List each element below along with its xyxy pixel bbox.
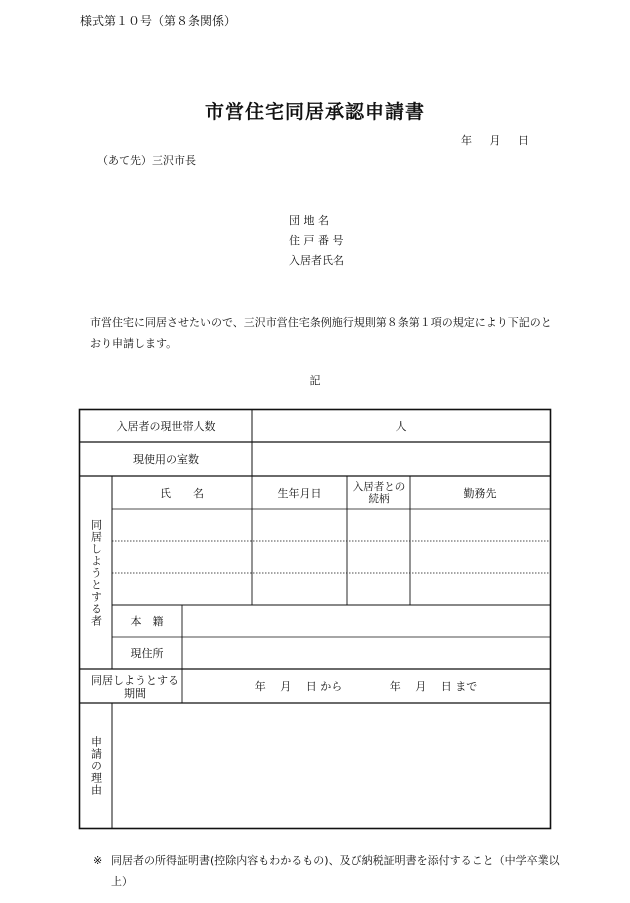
document-title: 市営住宅同居承認申請書 <box>204 101 425 123</box>
honseki-label: 本 籍 <box>130 615 164 628</box>
relationship-header: 入居者との続柄 <box>352 481 406 505</box>
reason-field[interactable] <box>112 704 550 828</box>
note-mark: ※ <box>93 854 103 867</box>
date-line: 年 月 日 <box>461 134 529 147</box>
rooms-label: 現使用の室数 <box>133 453 199 466</box>
household-count-label: 入居者の現世帯人数 <box>116 419 216 433</box>
name-header: 氏 名 <box>160 486 204 500</box>
note-text: 同居者の所得証明書(控除内容もわかるもの)、及び納税証明書を添付すること（中学卒業以上） <box>111 854 560 888</box>
room-number-label: 住 戸 番 号 <box>289 234 344 247</box>
reason-label: 申請の理由 <box>89 736 103 796</box>
reason-label-cell <box>80 704 112 828</box>
birthdate-header: 生年月日 <box>277 486 322 500</box>
form-number: 様式第１０号（第８条関係） <box>80 14 237 28</box>
addressee: （あて先）三沢市長 <box>97 154 196 167</box>
household-count-unit: 人 <box>395 419 407 433</box>
cohabitant-group-label: 同居しようとする者 <box>89 519 103 627</box>
period-label: 同居しようとする期間 <box>91 673 179 700</box>
resident-name-label: 入居者氏名 <box>289 254 344 267</box>
danchi-name-label: 団 地 名 <box>289 214 329 227</box>
address-label: 現住所 <box>130 647 164 660</box>
footnote <box>93 850 563 894</box>
period-value: 年 月 日 から 年 月 日 まで <box>254 680 478 693</box>
workplace-header: 勤務先 <box>463 486 497 500</box>
cohabitant-group-label-cell <box>80 477 112 669</box>
ki-heading: 記 <box>309 374 321 387</box>
application-statement: 市営住宅に同居させたいので、三沢市営住宅条例施行規則第８条第１項の規定により下記のとおり申請します。 <box>90 316 552 350</box>
